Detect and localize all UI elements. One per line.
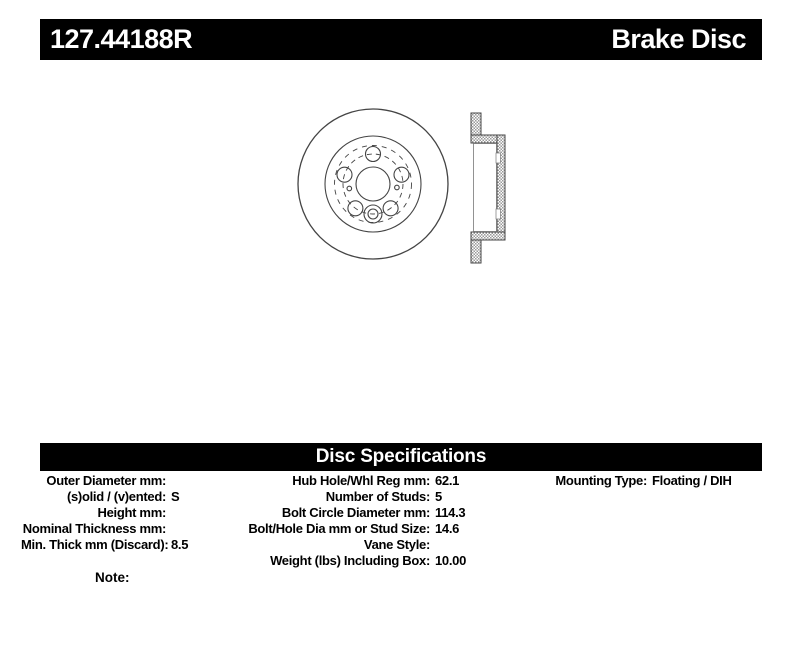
section-rim-bottom bbox=[471, 240, 481, 263]
stud-hole-top bbox=[366, 147, 381, 162]
section-hat-bottom bbox=[471, 232, 505, 240]
pin-hole-left bbox=[347, 186, 352, 191]
spec-label: Min. Thick mm (Discard): bbox=[21, 537, 169, 552]
spec-label: Vane Style: bbox=[363, 537, 430, 552]
spec-section-title: Disc Specifications bbox=[315, 446, 487, 467]
spec-value: 114.3 bbox=[435, 505, 466, 520]
spec-value: Floating / DIH bbox=[652, 473, 732, 488]
disc-hat-edge bbox=[325, 136, 421, 232]
title-bar bbox=[40, 19, 762, 60]
product-type: Brake Disc bbox=[611, 24, 746, 54]
note-label: Note: bbox=[95, 570, 130, 585]
pin-hole-right bbox=[395, 185, 400, 190]
spec-column-left bbox=[21, 473, 188, 553]
spec-value: 5 bbox=[435, 489, 442, 504]
spec-value: S bbox=[171, 489, 180, 504]
section-interior bbox=[474, 144, 497, 232]
spec-value: 10.00 bbox=[435, 553, 467, 568]
spec-label: Number of Studs: bbox=[325, 489, 430, 504]
spec-row-vane-style bbox=[240, 537, 466, 553]
spec-row-bolt-circle-diameter bbox=[240, 505, 466, 521]
spec-row-number-of-studs bbox=[240, 489, 466, 505]
spec-column-right bbox=[552, 473, 732, 489]
disc-outer-edge bbox=[298, 109, 448, 259]
section-notch-upper bbox=[496, 153, 501, 163]
stud-hole-right bbox=[394, 167, 409, 182]
spec-label: Height mm: bbox=[97, 505, 166, 520]
hub-center-hole bbox=[356, 167, 390, 201]
spec-label: Outer Diameter mm: bbox=[46, 473, 166, 488]
spec-label: Hub Hole/Whl Reg mm: bbox=[292, 473, 430, 488]
disc-front-view bbox=[298, 109, 448, 259]
spec-row-outer-diameter bbox=[21, 473, 188, 489]
spec-value: 14.6 bbox=[435, 521, 460, 536]
spec-value: 62.1 bbox=[435, 473, 460, 488]
spec-value: 8.5 bbox=[171, 537, 189, 552]
section-hat-wall bbox=[497, 135, 505, 240]
spec-row-height bbox=[21, 505, 188, 521]
spec-row-bolt-hole-dia bbox=[240, 521, 466, 537]
spec-row-hub-hole bbox=[240, 473, 466, 489]
spec-label: Weight (lbs) Including Box: bbox=[270, 553, 430, 568]
spec-column-middle bbox=[240, 473, 466, 569]
section-notch-lower bbox=[496, 209, 501, 219]
spec-label: (s)olid / (v)ented: bbox=[66, 489, 166, 504]
spec-row-weight bbox=[240, 553, 466, 569]
part-number: 127.44188R bbox=[50, 24, 193, 54]
spec-row-solid-vented bbox=[21, 489, 188, 505]
spec-label: Bolt Circle Diameter mm: bbox=[281, 505, 430, 520]
spec-label: Mounting Type: bbox=[555, 473, 647, 488]
section-rim-top bbox=[471, 113, 481, 136]
disc-cross-section bbox=[471, 113, 505, 263]
spec-row-min-thick bbox=[21, 537, 188, 553]
register-circle-dashed bbox=[335, 146, 412, 223]
spec-section-header bbox=[40, 443, 762, 471]
spec-label: Bolt/Hole Dia mm or Stud Size: bbox=[248, 521, 430, 536]
spec-row-mounting-type bbox=[552, 473, 732, 489]
spec-label: Nominal Thickness mm: bbox=[22, 521, 166, 536]
spec-row-nominal-thickness bbox=[21, 521, 188, 537]
brake-disc-technical-drawing bbox=[280, 90, 520, 280]
